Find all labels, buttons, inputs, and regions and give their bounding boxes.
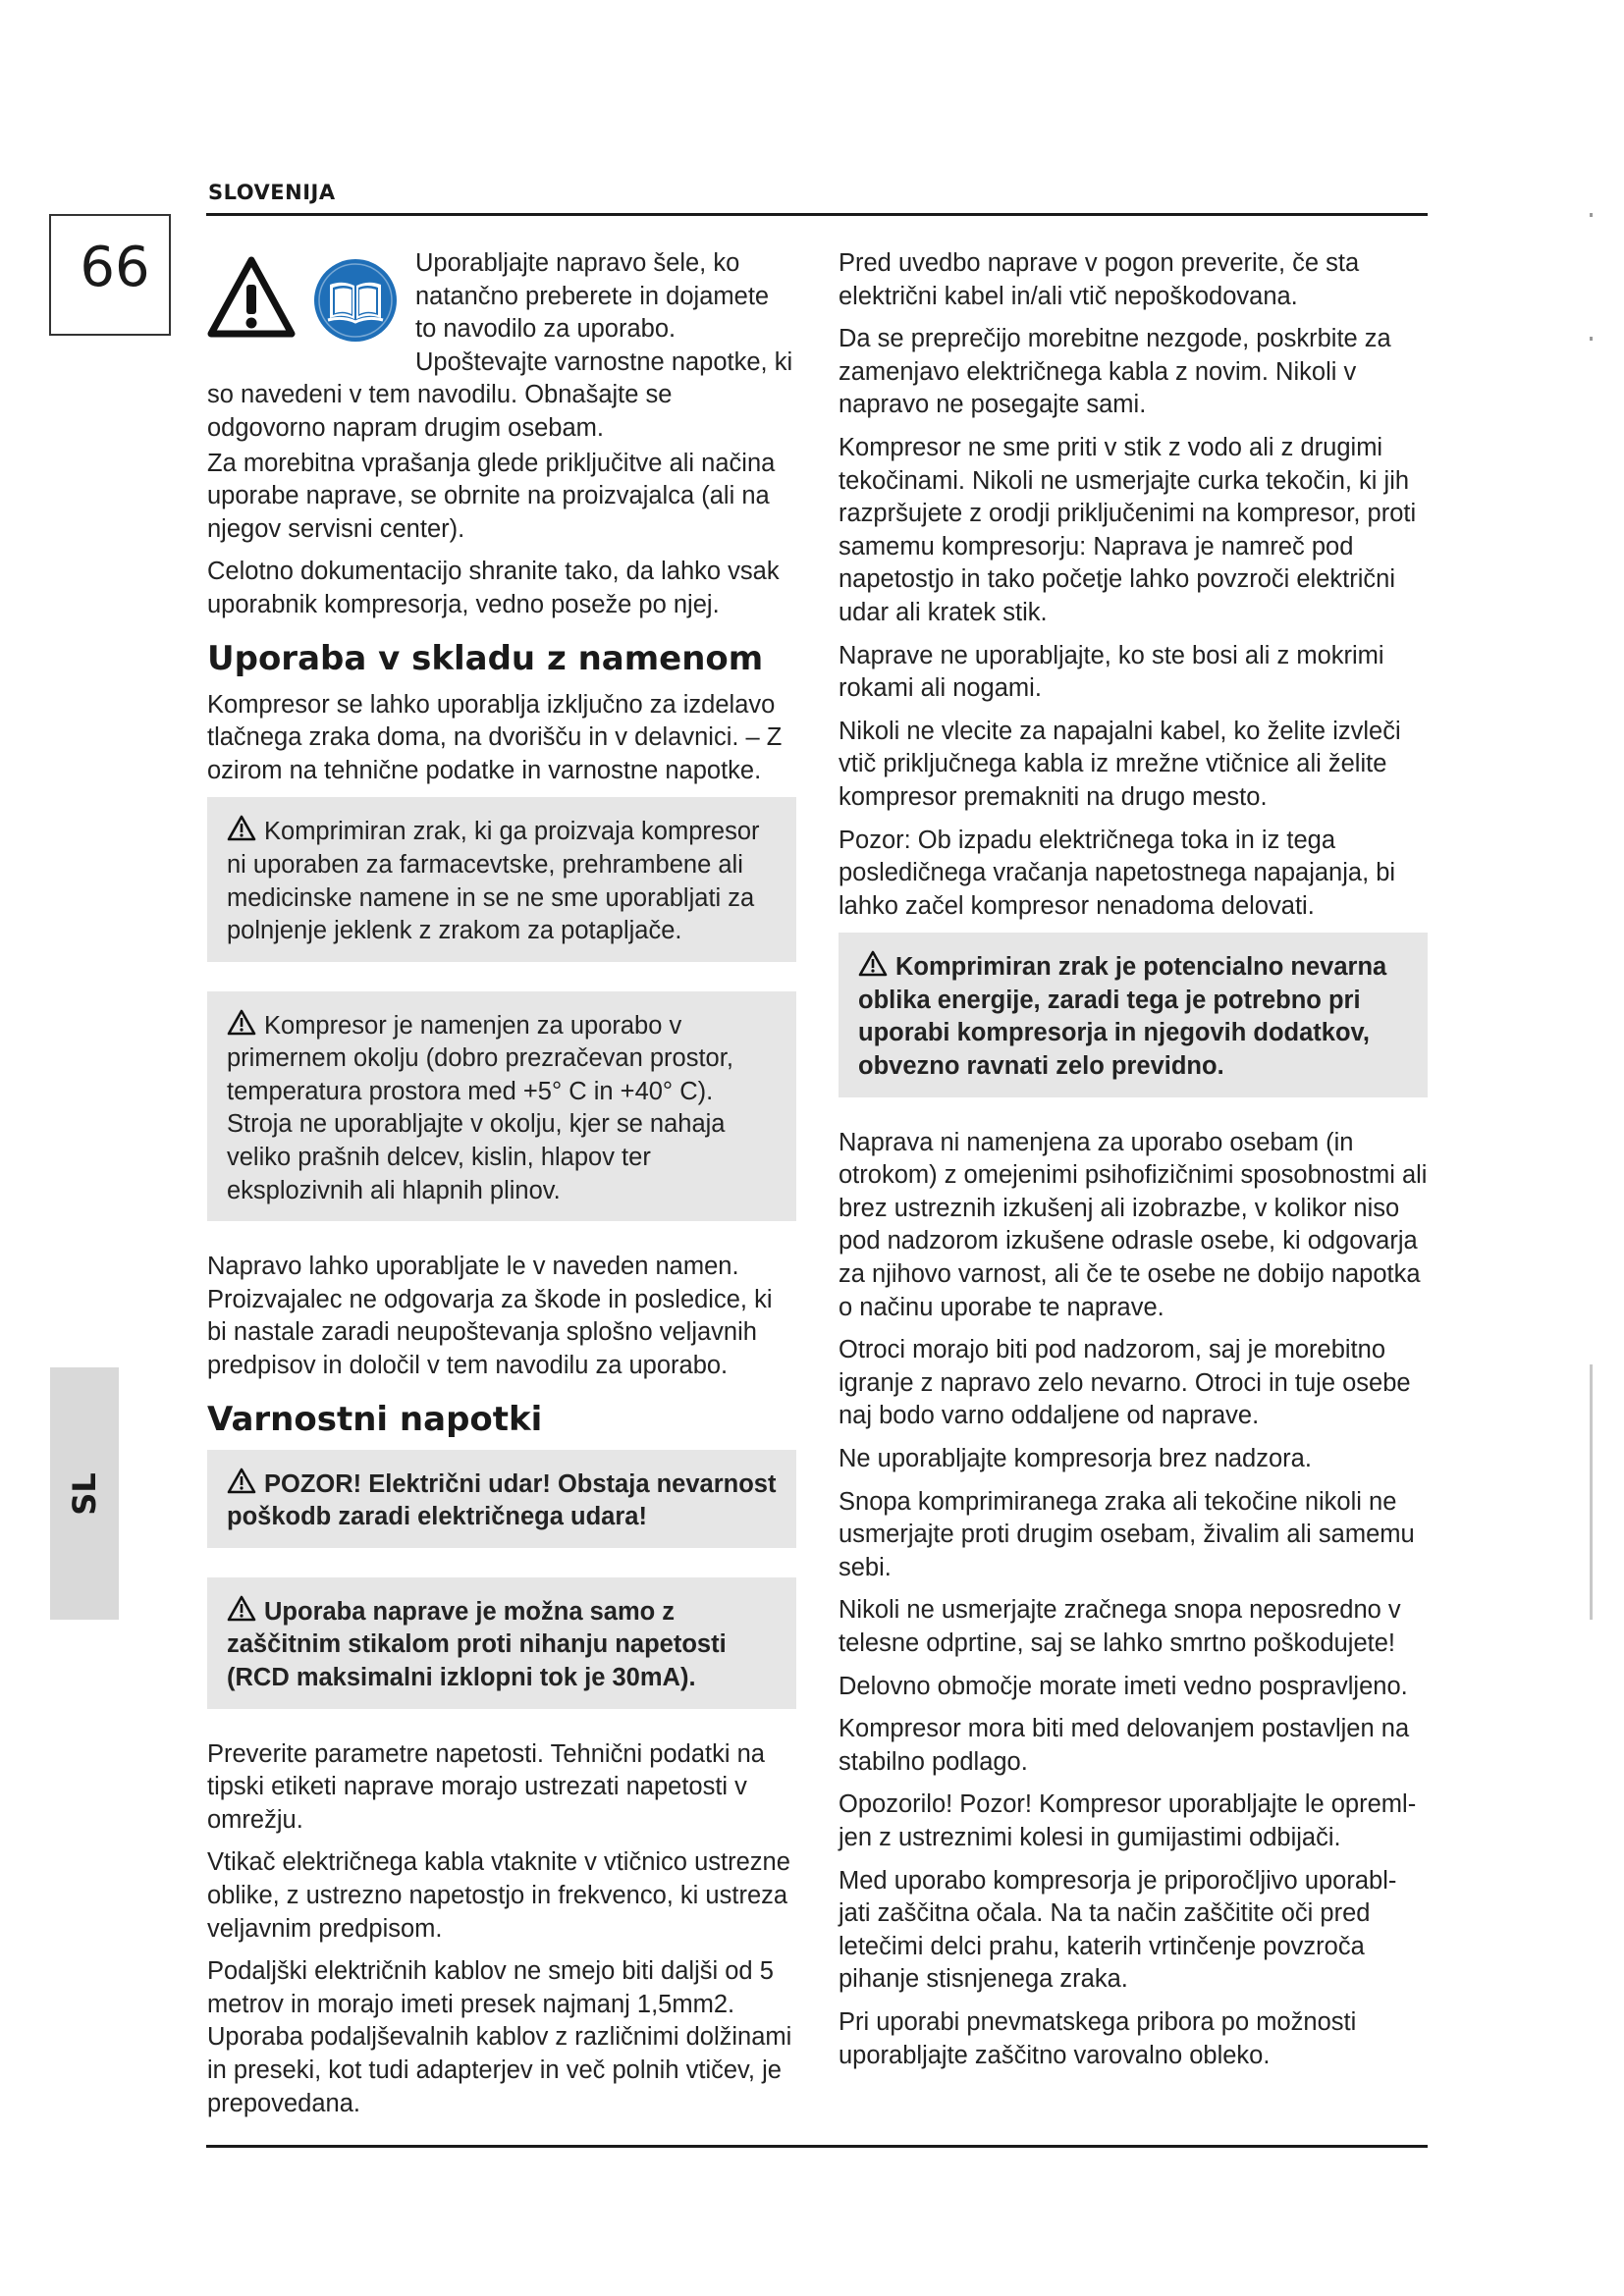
paragraph: Vtikač električnega kabla vtaknite v vtičnico ustrezne oblike, z ustrezno napetostjo in frekvenco, ki ustreza veljavnim predpisom. xyxy=(207,1848,790,1943)
warning-icon xyxy=(858,950,888,977)
intro-first-text: Uporabljajte napravo šele, ko natančno preberete in dojamete to navodilo za uporabo. xyxy=(415,249,770,344)
margin-mark xyxy=(1590,213,1593,217)
paragraph: Naprava ni namenjena za uporabo osebam (in otrokom) z omejenimi psihofizičnimi sposobnostmi ali brez ustreznih izkušenj ali izobrazbe, v kolikor niso pod nadzorom izkušene odrasle osebe, ki odgovarja za njihovo varnost, ali če te osebe ne dobijo napotka o načinu uporabe te naprave. xyxy=(839,1128,1428,1321)
paragraph: Opozorilo! Pozor! Kompresor uporabljajte le opreml-jen z ustreznimi kolesi in gumijastimi odbijači. xyxy=(839,1790,1417,1851)
info-box-text: Komprimiran zrak, ki ga proizvaja kompresor ni uporaben za farmacevtske, prehrambene ali medicinske namene in se ne sme uporabljati za polnjenje jeklenk z zrakom za potapljače. xyxy=(227,818,760,945)
paragraph: Otroci morajo biti pod nadzorom, saj je morebitno igranje z napravo zelo nevarno. Otroci in tuje osebe naj bodo varno oddaljene od naprave. xyxy=(839,1336,1411,1430)
paragraph: Pri uporabi pnevmatskega pribora po možnosti uporabljajte zaščitno varovalno obleko. xyxy=(839,2007,1357,2069)
warning-box-text: POZOR! Električni udar! Obstaja nevarnost poškodb zaradi električnega udara! xyxy=(227,1469,777,1531)
paragraph: Naprave ne uporabljajte, ko ste bosi ali z mokrimi rokami ali nogami. xyxy=(839,641,1384,703)
header-rule xyxy=(206,213,1428,216)
paragraph: Delovno območje morate imeti vedno pospravljeno. xyxy=(839,1672,1408,1700)
paragraph: Kompresor mora biti med delovanjem postavljen na stabilno podlago. xyxy=(839,1715,1410,1776)
paragraph: Nikoli ne usmerjajte zračnega snopa neposredno v telesne odprtine, saj se lahko smrtno poškodujete! xyxy=(839,1596,1401,1657)
margin-mark xyxy=(1590,337,1593,341)
paragraph: Med uporabo kompresorja je priporočljivo uporabl-jati zaščitna očala. Na ta način zaščitite oči pred letečimi delci prahu, katerih vrtinčenje povzroča pihanje stisnjenega zraka. xyxy=(839,1866,1397,1994)
section-label: SLOVENIJA xyxy=(208,181,336,204)
warning-triangle-icon xyxy=(207,255,296,340)
info-box-text: Kompresor je namenjen za uporabo v primernem okolju (dobro prezračevan prostor, temperatura prostora med +5° C in +40° C). Stroja ne uporabljajte v okolju, kjer se nahaja veliko prašnih delcev, kislin, hlapov ter eksplozivnih ali hlapnih plinov. xyxy=(227,1011,733,1204)
paragraph: Preverite parametre napetosti. Tehnični podatki na tipski etiketi naprave morajo ustrezati napetosti v omrežju. xyxy=(207,1739,765,1834)
paragraph: Za morebitna vprašanja glede priključitve ali načina uporabe naprave, se obrnite na proizvajalca (ali na njegov servisni center). xyxy=(207,449,776,543)
paragraph: Napravo lahko uporabljate le v naveden namen. Proizvajalec ne odgovarja za škode in posledice, ki bi nastale zaradi neupoštevanja splošno veljavnih predpisov in določil v tem navodilu za uporabo. xyxy=(207,1253,773,1380)
info-box xyxy=(207,797,796,961)
warning-box xyxy=(207,1577,796,1709)
right-column xyxy=(839,247,1428,2082)
intro-block xyxy=(207,247,796,446)
warning-box-text: Uporaba naprave je možna samo z zaščitnim stikalom proti nihanju napetosti (RCD maksimalni izklopni tok je 30mA). xyxy=(227,1597,727,1691)
warning-icon xyxy=(227,1468,256,1494)
left-column xyxy=(207,247,796,2130)
footer-rule xyxy=(206,2145,1428,2148)
paragraph: Kompresor ne sme priti v stik z vodo ali z drugimi tekočinami. Nikoli ne usmerjajte curka tekočin, ki jih razpršujete z orodji priključenimi na kompresor, proti samemu kompresorju: Naprava je namreč pod napetostjo in tako početje lahko povzroči električni udar ali kratek stik. xyxy=(839,433,1417,626)
warning-box-text: Komprimiran zrak je potencialno nevarna oblika energije, zaradi tega je potrebno pri uporabi kompresorja in njegovih dodatkov, obvezno ravnati zelo previdno. xyxy=(858,953,1387,1081)
warning-icon xyxy=(227,815,256,841)
paragraph: Pozor: Ob izpadu električnega toka in iz tega posledičnega vračanja napetostnega napajanja, bi lahko začel kompresor nenadoma delovati. xyxy=(839,826,1396,920)
paragraph: Ne uporabljajte kompresorja brez nadzora. xyxy=(839,1445,1312,1472)
warning-box xyxy=(207,1450,796,1548)
heading-intended-use: Uporaba v skladu z namenom xyxy=(207,638,764,678)
paragraph: Podaljški električnih kablov ne smejo biti daljši od 5 metrov in morajo imeti presek najmanj 1,5mm2. Uporaba podaljševalnih kablov z različnimi dolžinami in preseki, kot tudi adapterjev in več polnih vtičev, je prepovedana. xyxy=(207,1957,792,2117)
paragraph: Kompresor se lahko uporablja izključno za izdelavo tlačnega zraka doma, na dvorišču in v delavnici. – Z ozirom na tehnične podatke in varnostne napotke. xyxy=(207,690,783,784)
read-manual-icon xyxy=(312,257,399,344)
page-number: 66 xyxy=(80,236,150,299)
info-box xyxy=(207,991,796,1222)
heading-safety: Varnostni napotki xyxy=(207,1399,543,1439)
paragraph: Nikoli ne vlecite za napajalni kabel, ko želite izvleči vtič priključnega kabla iz mrežne vtičnice ali želite kompresor premakniti na drugo mesto. xyxy=(839,717,1401,811)
warning-box xyxy=(839,933,1428,1096)
paragraph: Pred uvedbo naprave v pogon preverite, če sta električni kabel in/ali vtič nepoškodovana. xyxy=(839,249,1360,310)
language-tab-label: SL xyxy=(66,1472,103,1516)
intro-rest-text: Upoštevajte varnostne napotke, ki so navedeni v tem navodilu. Obnašajte se odgovorno napram drugim osebam. xyxy=(207,347,793,442)
paragraph: Snopa komprimiranega zraka ali tekočine nikoli ne usmerjajte proti drugim osebam, živalim ali samemu sebi. xyxy=(839,1487,1415,1581)
paragraph: Da se preprečijo morebitne nezgode, poskrbite za zamenjavo električnega kabla z novim. Nikoli v napravo ne posegajte sami. xyxy=(839,325,1391,419)
warning-icon xyxy=(227,1009,256,1036)
warning-icon xyxy=(227,1595,256,1622)
paragraph: Celotno dokumentacijo shranite tako, da lahko vsak uporabnik kompresorja, vedno poseže po njej. xyxy=(207,558,780,618)
intro-icons xyxy=(207,247,415,353)
margin-mark xyxy=(1590,1364,1593,1620)
